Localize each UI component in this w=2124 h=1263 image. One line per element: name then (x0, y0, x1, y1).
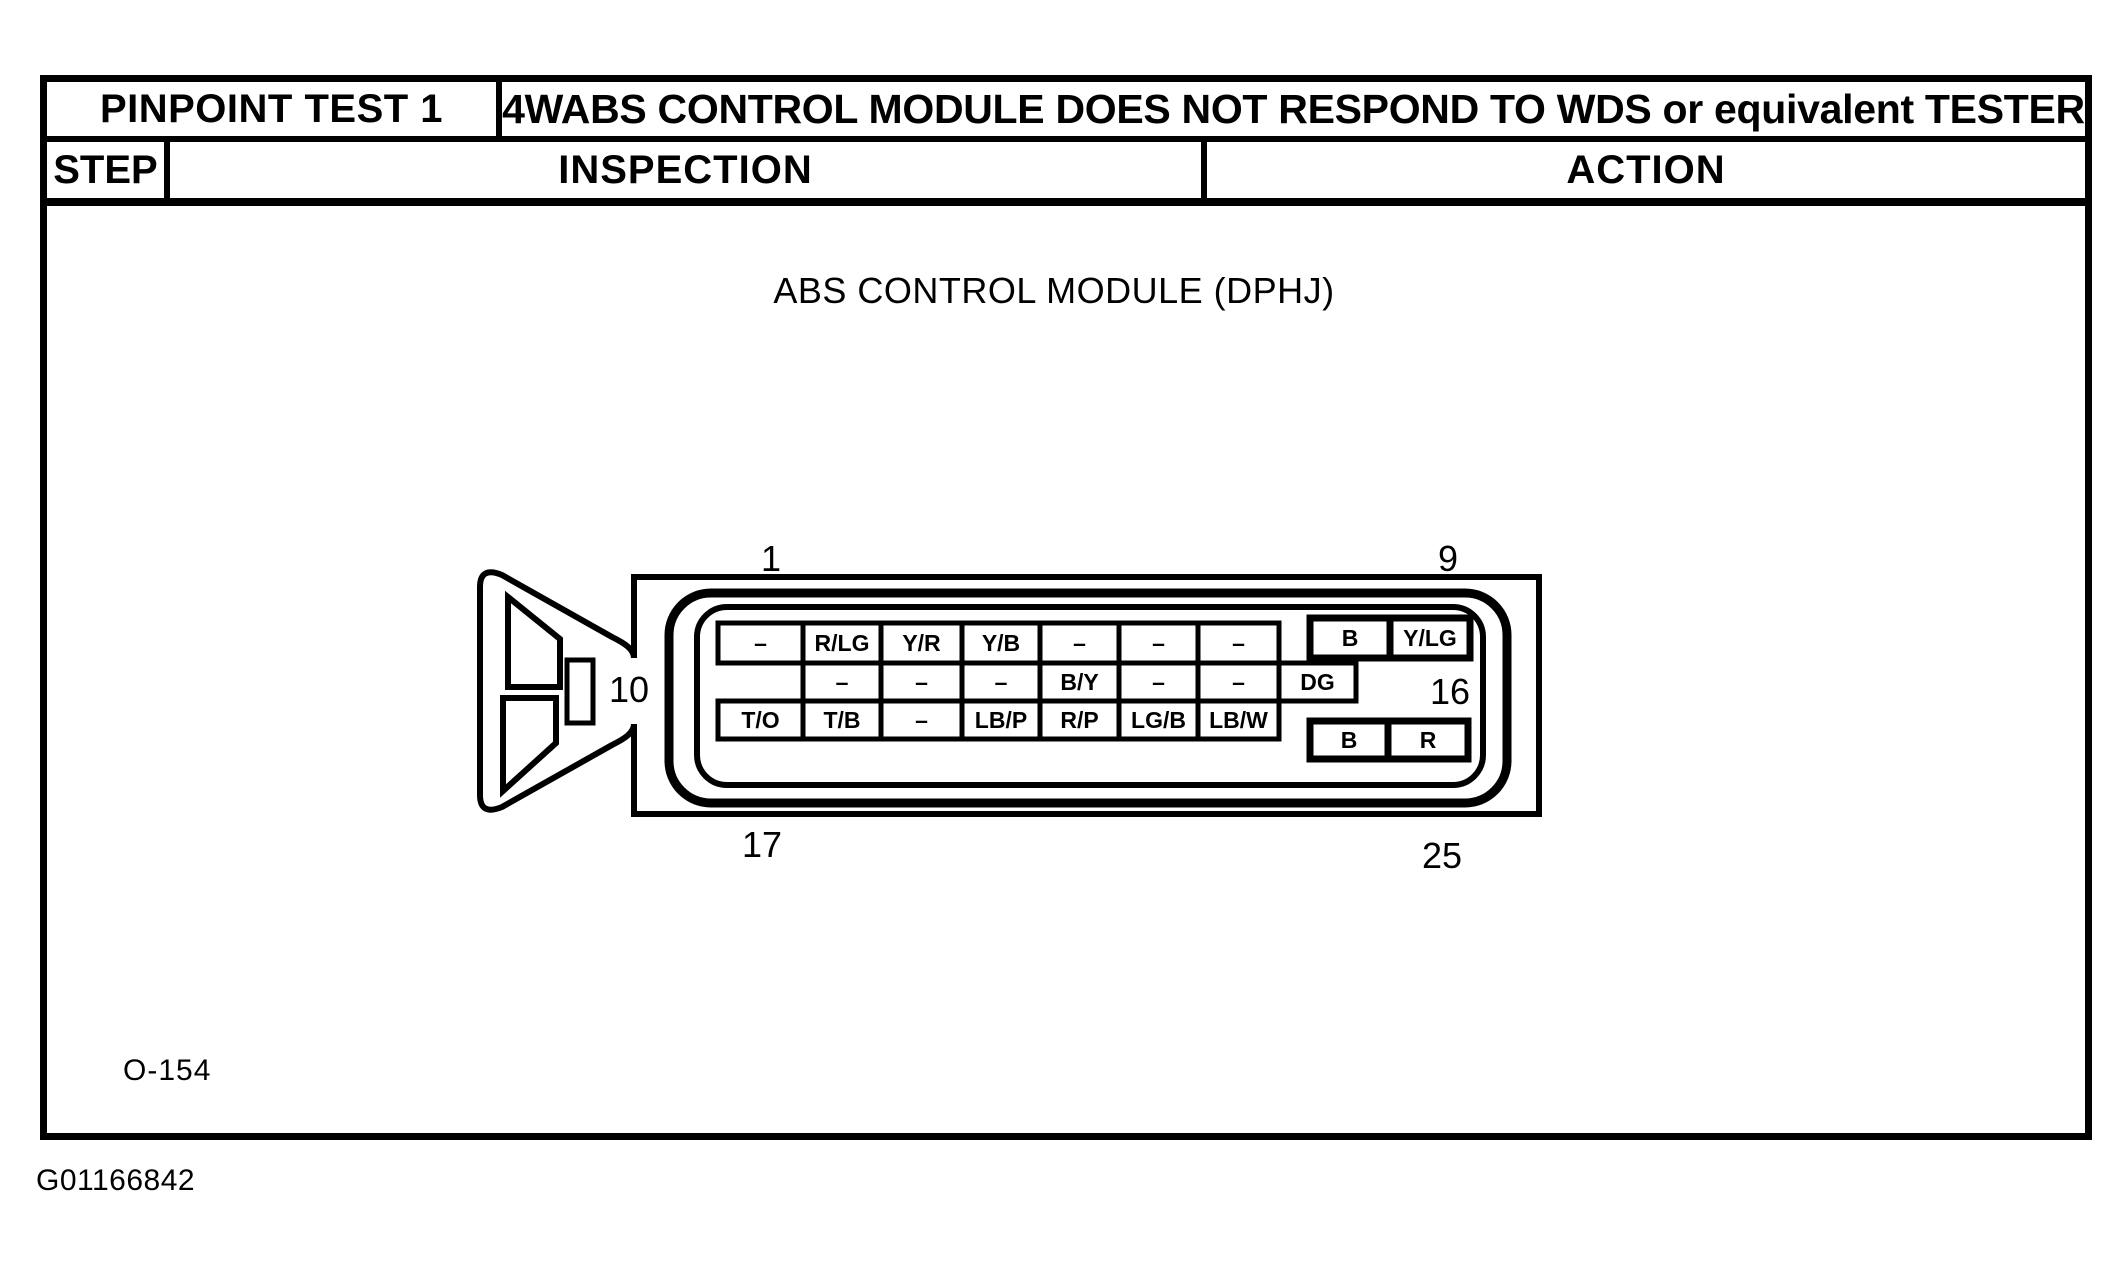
keyway-rect (567, 660, 593, 723)
pinpoint-test-table (40, 75, 2092, 1140)
pin-cell-row-pins-17-25-c6-label: LG/B (1131, 707, 1186, 733)
pin-cell-pair-top-c1-label: B (1341, 625, 1359, 651)
pin-cell-row-pins-10-16-c3-label: – (994, 669, 1008, 695)
pin-cell-row-pins-10-16-c5-label: – (1152, 669, 1165, 695)
column-header-inspection: INSPECTION (170, 142, 1207, 198)
pin-cell-row-pins-17-25-c3-label: – (915, 707, 928, 733)
pin-cell-row-pins-10-16-c6-label: – (1232, 669, 1245, 695)
pin-cell-row-pins-17-25-c7-label: LB/W (1209, 707, 1268, 733)
pin-number-bottom-right: 25 (1421, 835, 1463, 876)
figure-id: G01166842 (36, 1164, 196, 1197)
test-title: 4WABS CONTROL MODULE DOES NOT RESPOND TO WDS or equivalent TESTER (502, 85, 2085, 132)
page-reference: O-154 (123, 1054, 212, 1087)
pin-cell-row-pins-10-16-c1-label: – (835, 669, 849, 695)
pin-cell-row-pins-1-9-c4-label: Y/B (981, 630, 1021, 656)
connector-diagram-title: ABS CONTROL MODULE (DPHJ) (773, 270, 1335, 311)
pin-cell-row-pins-1-9-c3-label: Y/R (902, 630, 941, 656)
pin-number-top-left: 1 (760, 538, 782, 579)
wedge-cutout-top (508, 597, 560, 687)
pinpoint-test-label: PINPOINT TEST 1 (47, 82, 502, 136)
pin-cell-row-pins-17-25-c2-label: T/B (823, 707, 861, 733)
pin-number-mid-left: 10 (608, 669, 650, 710)
pin-cell-row-pins-17-25-c5-label: R/P (1060, 707, 1099, 733)
pin-cell-pair-bottom-c2-label: R (1419, 727, 1437, 753)
pin-cell-pair-bottom-c1-label: B (1340, 727, 1358, 753)
pin-cell-row-pins-10-16-c4-label: B/Y (1060, 669, 1099, 695)
pin-cell-pair-top-c2-label: Y/LG (1403, 625, 1457, 651)
table-header-row-1 (47, 82, 2085, 142)
abs-connector-diagram (430, 516, 1600, 906)
table-header-row-2 (47, 142, 2085, 206)
pin-cell-row-pins-1-9-c5-label: – (1073, 630, 1086, 656)
pin-cell-row-pins-17-25-c1-label: T/O (741, 707, 780, 733)
pin-cell-row-pins-1-9-c6-label: – (1152, 630, 1165, 656)
pin-cell-row-pins-10-16-c2-label: – (915, 669, 928, 695)
pin-number-mid-right: 16 (1429, 671, 1471, 712)
table-body (47, 206, 2085, 1133)
pin-number-bottom-left: 17 (741, 824, 783, 865)
wedge-cutout-bottom (503, 698, 556, 791)
pin-cell-grid (718, 618, 1470, 759)
pin-cell-row-pins-17-25-c4-label: LB/P (974, 707, 1028, 733)
pin-cell-row-pins-1-9-c2-label: R/LG (814, 630, 870, 656)
pin-cell-row-pins-10-16-c7-label: DG (1300, 669, 1335, 695)
pin-number-top-right: 9 (1437, 538, 1459, 579)
pin-cell-row-pins-1-9-c7-label: – (1232, 630, 1245, 656)
column-header-step: STEP (47, 142, 170, 198)
pin-cell-row-pins-1-9-c1-label: – (754, 630, 767, 656)
column-header-action: ACTION (1566, 147, 1726, 192)
